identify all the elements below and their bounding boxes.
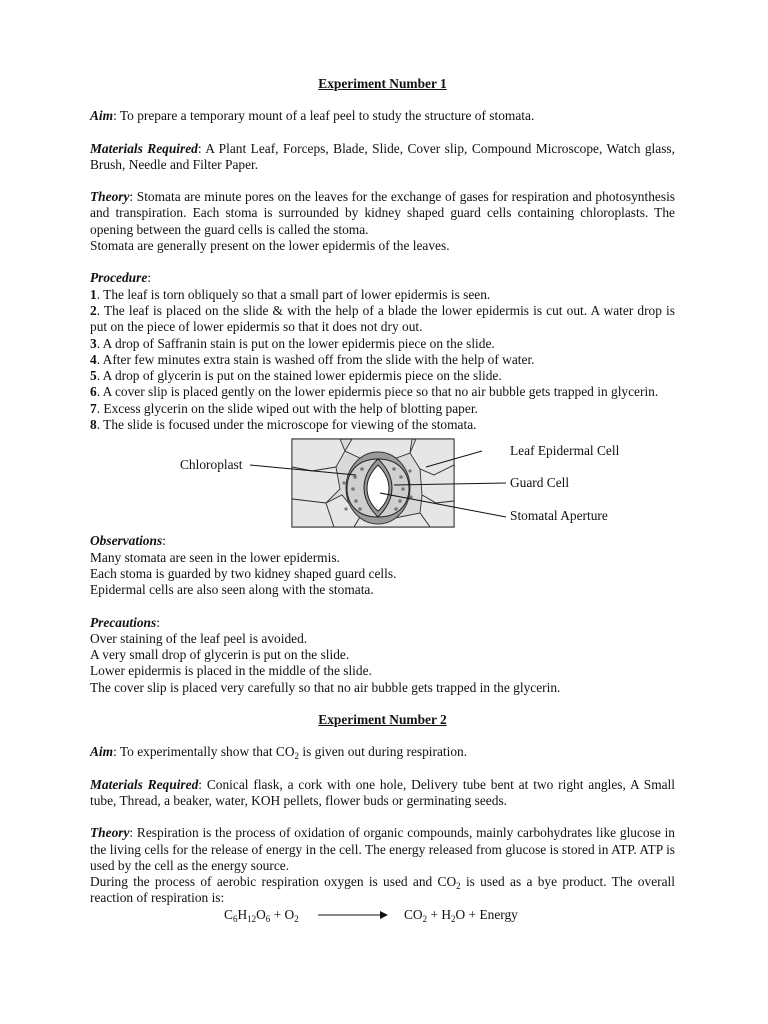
label-guard-cell: Guard Cell <box>510 475 570 491</box>
document-page <box>90 76 675 925</box>
exp1-procedure-heading: Procedure: <box>90 270 152 286</box>
experiment-2-title: Experiment Number 2 <box>318 712 447 728</box>
precaution-line: A very small drop of glycerin is put on the slide. <box>90 647 350 663</box>
label-epidermal-cell: Leaf Epidermal Cell <box>510 443 620 459</box>
aim-label: Aim <box>90 744 114 760</box>
precautions-label: Precautions <box>90 614 157 630</box>
exp2-theory: Theory: Respiration is the process of oxidation of organic compounds, mainly carbohydrates like glucose in the living cells for the release of energy in the cell. The energy released from glucose is stored in ATP. ATP is used by the cell as the energy source. <box>90 825 675 873</box>
observation-line: Many stomata are seen in the lower epidermis. <box>90 549 340 565</box>
experiment-1-title: Experiment Number 1 <box>318 76 447 91</box>
materials-label: Materials Required <box>90 140 198 156</box>
equation-lhs: $C_6H_{12}O_6 + O_2$ <box>224 906 299 924</box>
exp2-materials: Materials Required: Conical flask, a cork with one hole, Delivery tube bent at two right angles, A Small tube, Thread, a beaker, water, KOH pellets, flower buds or germinating seeds. <box>90 776 675 808</box>
exp2-aim: Aim: To experimentally show that $CO_2$ is given out during respiration. <box>90 744 468 762</box>
aim-label: Aim <box>90 108 114 124</box>
precaution-line: Lower epidermis is placed in the middle of the slide. <box>90 663 372 679</box>
procedure-step: 4. After few minutes extra stain is washed off from the slide with the help of water. <box>90 351 535 367</box>
exp1-observations-heading: Observations: <box>90 533 166 549</box>
exp1-materials: Materials Required: A Plant Leaf, Forceps, Blade, Slide, Cover slip, Compound Microscope, Watch glass, Brush, Needle and Filter Paper. <box>90 140 675 172</box>
procedure-step: 1. The leaf is torn obliquely so that a small part of lower epidermis is seen. <box>90 286 491 302</box>
equation-rhs: $CO_2 + H_2O$ + Energy <box>404 906 518 924</box>
label-stomatal-aperture: Stomatal Aperture <box>510 508 608 524</box>
theory-label: Theory <box>90 189 130 205</box>
exp1-precautions-heading: Precautions: <box>90 614 160 630</box>
materials-label: Materials Required <box>90 776 199 792</box>
observations-label: Observations <box>90 533 163 549</box>
precaution-line: The cover slip is placed very carefully so that no air bubble gets trapped in the glycerin. <box>90 679 561 695</box>
observation-line: Each stoma is guarded by two kidney shaped guard cells. <box>90 565 397 581</box>
procedure-step: 8. The slide is focused under the microscope for viewing of the stomata. <box>90 417 477 433</box>
procedure-step: 5. A drop of glycerin is put on the stained lower epidermis piece on the slide. <box>90 368 502 384</box>
respiration-equation <box>90 907 675 925</box>
exp1-theory: Theory: Stomata are minute pores on the leaves for the exchange of gases for respiration and photosynthesis and transpiration. Each stoma is surrounded by kidney shaped guard cells containing chloroplasts. The opening between the guard cells is called the stoma. <box>90 189 675 237</box>
procedure-step: 7. Excess glycerin on the slide wiped out with the help of blotting paper. <box>90 400 478 416</box>
exp1-theory-line2: Stomata are generally present on the lower epidermis of the leaves. <box>90 238 450 254</box>
theory-label: Theory <box>90 825 130 841</box>
precaution-line: Over staining of the leaf peel is avoided. <box>90 630 308 646</box>
observation-line: Epidermal cells are also seen along with the stomata. <box>90 582 374 598</box>
procedure-step: 6. A cover slip is placed gently on the lower epidermis piece so that no air bubble gets trapped in glycerin. <box>90 384 659 400</box>
label-chloroplast: Chloroplast <box>180 457 243 473</box>
exp1-aim: Aim: To prepare a temporary mount of a leaf peel to study the structure of stomata. <box>90 108 535 124</box>
exp2-theory-line2: During the process of aerobic respiration oxygen is used and $CO_2$ is used as a bye product. The overall reaction of respiration is: <box>90 874 675 906</box>
stomata-diagram <box>90 437 675 533</box>
procedure-label: Procedure <box>90 270 148 286</box>
reaction-arrow-icon <box>318 909 390 921</box>
procedure-step: 2. The leaf is placed on the slide & with the help of a blade the lower epidermis is cut out. A water drop is put on the piece of lower epidermis so that it does not dry out. <box>90 302 675 335</box>
procedure-step: 3. A drop of Saffranin stain is put on the lower epidermis piece on the slide. <box>90 335 495 351</box>
